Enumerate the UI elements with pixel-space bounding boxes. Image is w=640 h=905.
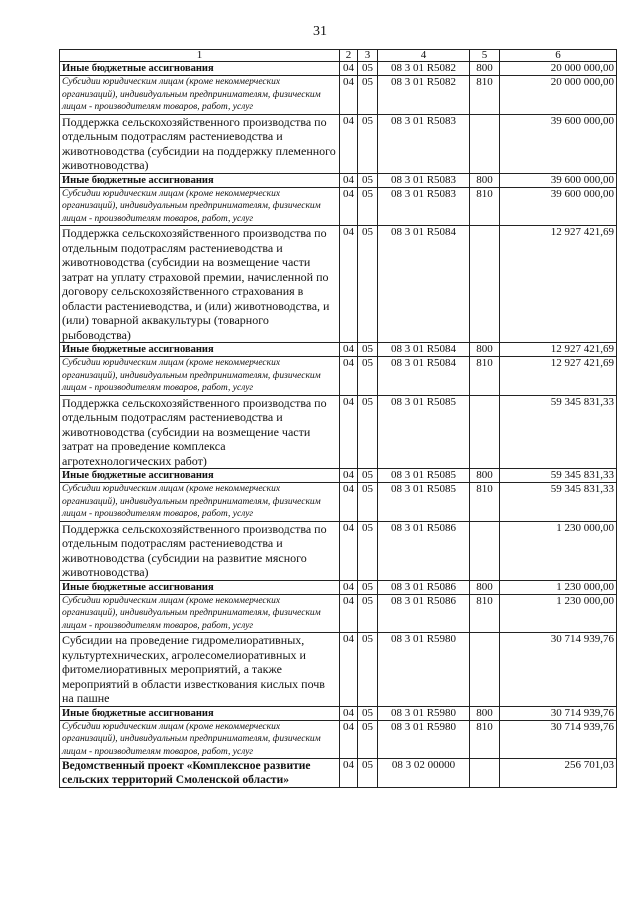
expense-type-cell: 810 <box>470 594 500 633</box>
subsection-code-cell: 05 <box>358 483 378 522</box>
target-article-cell: 08 3 01 R5083 <box>378 173 470 187</box>
subsection-code-cell: 05 <box>358 76 378 115</box>
expense-type-cell: 800 <box>470 343 500 357</box>
table-row <box>60 594 617 633</box>
table-row <box>60 395 617 469</box>
section-code-cell: 04 <box>340 521 358 580</box>
subsection-code-cell: 05 <box>358 720 378 759</box>
subsection-code-cell: 05 <box>358 173 378 187</box>
row-name-cell: Иные бюджетные ассигнования <box>60 343 340 357</box>
section-code-cell: 04 <box>340 395 358 469</box>
section-code-cell: 04 <box>340 759 358 788</box>
target-article-cell: 08 3 01 R5980 <box>378 706 470 720</box>
amount-cell: 59 345 831,33 <box>500 483 617 522</box>
subsection-code-cell: 05 <box>358 226 378 343</box>
subsection-code-cell: 05 <box>358 580 378 594</box>
section-code-cell: 04 <box>340 469 358 483</box>
section-code-cell: 04 <box>340 114 358 173</box>
header-cell-6: 6 <box>500 50 617 62</box>
header-cell-5: 5 <box>470 50 500 62</box>
section-code-cell: 04 <box>340 720 358 759</box>
budget-table <box>59 49 617 788</box>
subsection-code-cell: 05 <box>358 594 378 633</box>
expense-type-cell <box>470 633 500 707</box>
row-name-cell: Субсидии юридическим лицам (кроме некоммерческих организаций), индивидуальным предпринимателям, физическим лицам - производителям товаров, работ, услуг <box>60 720 340 759</box>
expense-type-cell: 810 <box>470 357 500 396</box>
target-article-cell: 08 3 01 R5084 <box>378 343 470 357</box>
row-name-cell: Поддержка сельскохозяйственного производства по отдельным подотраслям растениеводства и животноводства (субсидии на поддержку племенного животноводства) <box>60 114 340 173</box>
target-article-cell: 08 3 01 R5980 <box>378 720 470 759</box>
subsection-code-cell: 05 <box>358 343 378 357</box>
amount-cell: 20 000 000,00 <box>500 76 617 115</box>
amount-cell: 20 000 000,00 <box>500 62 617 76</box>
table-row <box>60 633 617 707</box>
expense-type-cell <box>470 226 500 343</box>
header-cell-4: 4 <box>378 50 470 62</box>
section-code-cell: 04 <box>340 633 358 707</box>
expense-type-cell: 810 <box>470 187 500 226</box>
page-number: 31 <box>313 24 327 39</box>
section-code-cell: 04 <box>340 706 358 720</box>
section-code-cell: 04 <box>340 357 358 396</box>
section-code-cell: 04 <box>340 483 358 522</box>
subsection-code-cell: 05 <box>358 357 378 396</box>
subsection-code-cell: 05 <box>358 395 378 469</box>
table-row <box>60 580 617 594</box>
table-row <box>60 483 617 522</box>
table-row <box>60 759 617 788</box>
section-code-cell: 04 <box>340 76 358 115</box>
amount-cell: 1 230 000,00 <box>500 521 617 580</box>
row-name-cell: Иные бюджетные ассигнования <box>60 173 340 187</box>
target-article-cell: 08 3 01 R5086 <box>378 580 470 594</box>
subsection-code-cell: 05 <box>358 62 378 76</box>
subsection-code-cell: 05 <box>358 706 378 720</box>
target-article-cell: 08 3 01 R5083 <box>378 114 470 173</box>
expense-type-cell: 800 <box>470 469 500 483</box>
row-name-cell: Субсидии юридическим лицам (кроме некоммерческих организаций), индивидуальным предпринимателям, физическим лицам - производителям товаров, работ, услуг <box>60 594 340 633</box>
target-article-cell: 08 3 01 R5980 <box>378 633 470 707</box>
target-article-cell: 08 3 01 R5083 <box>378 187 470 226</box>
table-row <box>60 226 617 343</box>
target-article-cell: 08 3 01 R5085 <box>378 395 470 469</box>
section-code-cell: 04 <box>340 580 358 594</box>
expense-type-cell: 800 <box>470 706 500 720</box>
amount-cell: 1 230 000,00 <box>500 580 617 594</box>
expense-type-cell: 810 <box>470 483 500 522</box>
expense-type-cell <box>470 521 500 580</box>
header-cell-1: 1 <box>60 50 340 62</box>
target-article-cell: 08 3 01 R5085 <box>378 469 470 483</box>
table-row <box>60 343 617 357</box>
row-name-cell: Субсидии юридическим лицам (кроме некоммерческих организаций), индивидуальным предпринимателям, физическим лицам - производителям товаров, работ, услуг <box>60 76 340 115</box>
target-article-cell: 08 3 01 R5082 <box>378 62 470 76</box>
expense-type-cell <box>470 114 500 173</box>
expense-type-cell <box>470 759 500 788</box>
row-name-cell: Поддержка сельскохозяйственного производства по отдельным подотраслям растениеводства и животноводства (субсидии на возмещение части затрат на уплату страховой премии, начисленной по договору сельскохозяйственного страхования в области растениеводства, и (или) животноводства, и (или) товарной аквакультуры (товарного рыбоводства) <box>60 226 340 343</box>
target-article-cell: 08 3 02 00000 <box>378 759 470 788</box>
target-article-cell: 08 3 01 R5086 <box>378 521 470 580</box>
table-row <box>60 187 617 226</box>
table-row <box>60 521 617 580</box>
row-name-cell: Иные бюджетные ассигнования <box>60 62 340 76</box>
section-code-cell: 04 <box>340 62 358 76</box>
table-row <box>60 357 617 396</box>
row-name-cell: Субсидии юридическим лицам (кроме некоммерческих организаций), индивидуальным предпринимателям, физическим лицам - производителям товаров, работ, услуг <box>60 483 340 522</box>
row-name-cell: Иные бюджетные ассигнования <box>60 580 340 594</box>
subsection-code-cell: 05 <box>358 469 378 483</box>
table-row <box>60 62 617 76</box>
expense-type-cell: 800 <box>470 580 500 594</box>
amount-cell: 39 600 000,00 <box>500 114 617 173</box>
amount-cell: 12 927 421,69 <box>500 343 617 357</box>
expense-type-cell: 800 <box>470 173 500 187</box>
amount-cell: 30 714 939,76 <box>500 633 617 707</box>
table-row <box>60 720 617 759</box>
row-name-cell: Иные бюджетные ассигнования <box>60 706 340 720</box>
amount-cell: 256 701,03 <box>500 759 617 788</box>
amount-cell: 59 345 831,33 <box>500 395 617 469</box>
section-code-cell: 04 <box>340 173 358 187</box>
section-code-cell: 04 <box>340 594 358 633</box>
amount-cell: 39 600 000,00 <box>500 187 617 226</box>
table-row <box>60 706 617 720</box>
header-row <box>60 50 617 62</box>
amount-cell: 39 600 000,00 <box>500 173 617 187</box>
expense-type-cell: 810 <box>470 720 500 759</box>
table-row <box>60 76 617 115</box>
expense-type-cell: 810 <box>470 76 500 115</box>
section-code-cell: 04 <box>340 343 358 357</box>
amount-cell: 12 927 421,69 <box>500 226 617 343</box>
target-article-cell: 08 3 01 R5082 <box>378 76 470 115</box>
amount-cell: 12 927 421,69 <box>500 357 617 396</box>
row-name-cell: Поддержка сельскохозяйственного производства по отдельным подотраслям растениеводства и животноводства (субсидии на развитие мясного животноводства) <box>60 521 340 580</box>
section-code-cell: 04 <box>340 226 358 343</box>
expense-type-cell: 800 <box>470 62 500 76</box>
amount-cell: 1 230 000,00 <box>500 594 617 633</box>
target-article-cell: 08 3 01 R5086 <box>378 594 470 633</box>
subsection-code-cell: 05 <box>358 759 378 788</box>
target-article-cell: 08 3 01 R5084 <box>378 357 470 396</box>
row-name-cell: Поддержка сельскохозяйственного производства по отдельным подотраслям растениеводства и животноводства (субсидии на возмещение части затрат на проведение комплекса агротехнологических работ) <box>60 395 340 469</box>
row-name-cell: Иные бюджетные ассигнования <box>60 469 340 483</box>
amount-cell: 59 345 831,33 <box>500 469 617 483</box>
table-row <box>60 114 617 173</box>
subsection-code-cell: 05 <box>358 187 378 226</box>
subsection-code-cell: 05 <box>358 114 378 173</box>
row-name-cell: Субсидии юридическим лицам (кроме некоммерческих организаций), индивидуальным предпринимателям, физическим лицам - производителям товаров, работ, услуг <box>60 187 340 226</box>
table-row <box>60 173 617 187</box>
subsection-code-cell: 05 <box>358 521 378 580</box>
target-article-cell: 08 3 01 R5084 <box>378 226 470 343</box>
row-name-cell: Ведомственный проект «Комплексное развитие сельских территорий Смоленской области» <box>60 759 340 788</box>
header-cell-2: 2 <box>340 50 358 62</box>
target-article-cell: 08 3 01 R5085 <box>378 483 470 522</box>
row-name-cell: Субсидии юридическим лицам (кроме некоммерческих организаций), индивидуальным предпринимателям, физическим лицам - производителям товаров, работ, услуг <box>60 357 340 396</box>
expense-type-cell <box>470 395 500 469</box>
amount-cell: 30 714 939,76 <box>500 706 617 720</box>
header-cell-3: 3 <box>358 50 378 62</box>
section-code-cell: 04 <box>340 187 358 226</box>
amount-cell: 30 714 939,76 <box>500 720 617 759</box>
row-name-cell: Субсидии на проведение гидромелиоративных, культуртехнических, агролесомелиоративных и фитомелиоративных мероприятий, а также мероприятий в области известкования кислых почв на пашне <box>60 633 340 707</box>
subsection-code-cell: 05 <box>358 633 378 707</box>
table-row <box>60 469 617 483</box>
